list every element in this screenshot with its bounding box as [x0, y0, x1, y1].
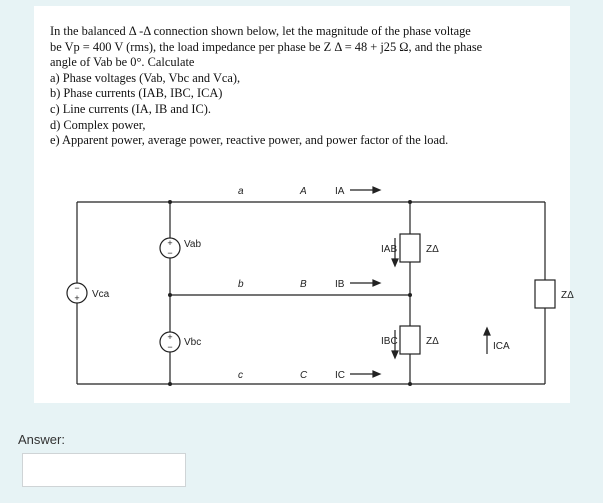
impedance-zbc-label: ZΔ: [426, 336, 439, 347]
impedance-zca-label: ZΔ: [561, 290, 574, 301]
list-item: b) Phase currents (IAB, IBC, ICA): [50, 86, 223, 101]
junction-dot: [408, 200, 412, 204]
problem-line: be Vp = 400 V (rms), the load impedance per phase be Z Δ = 48 + j25 Ω, and the phase: [50, 39, 483, 54]
node-b-label: b: [238, 279, 244, 290]
junction-dot: [408, 293, 412, 297]
list-item: e) Apparent power, average power, reactive power, and power factor of the load.: [50, 133, 449, 148]
minus-sign: −: [167, 248, 173, 258]
arrow-head-icon: [484, 328, 490, 335]
junction-dot: [168, 200, 172, 204]
arrow-head-icon: [373, 280, 380, 286]
current-ib-label: IB: [335, 279, 345, 290]
problem-line: angle of Vab be 0°. Calculate: [50, 55, 195, 70]
list-item: d) Complex power,: [50, 117, 146, 132]
problem-line: In the balanced Δ -Δ connection shown below, let the magnitude of the phase voltage: [50, 24, 471, 38]
list-item: c) Line currents (IA, IB and IC).: [50, 101, 212, 116]
minus-sign: −: [167, 342, 173, 352]
impedance-zab: [400, 234, 420, 262]
source-vca-label: Vca: [92, 289, 110, 300]
junction-dot: [168, 293, 172, 297]
plus-sign: +: [167, 238, 173, 248]
source-vab-label: Vab: [184, 239, 202, 250]
plus-sign: +: [167, 332, 173, 342]
junction-dot: [408, 382, 412, 386]
node-a-label: a: [238, 186, 244, 197]
impedance-zca: [535, 280, 555, 308]
node-c-label: c: [238, 370, 243, 381]
impedance-zab-label: ZΔ: [426, 244, 439, 255]
node-A-label: A: [300, 186, 307, 197]
junction-dot: [168, 382, 172, 386]
node-B-label: B: [300, 279, 307, 290]
minus-sign: −: [74, 283, 80, 293]
arrow-head-icon: [392, 351, 398, 358]
arrow-head-icon: [373, 371, 380, 377]
current-iab-label: IAB: [381, 244, 398, 255]
plus-sign: +: [74, 293, 80, 303]
list-item: a) Phase voltages (Vab, Vbc and Vca),: [50, 70, 241, 85]
source-vbc-label: Vbc: [184, 337, 202, 348]
node-C-label: C: [300, 370, 308, 381]
current-ia-label: IA: [335, 186, 345, 197]
current-ic-label: IC: [335, 370, 345, 381]
answer-label: Answer:: [18, 432, 65, 447]
current-ibc-label: IBC: [381, 336, 398, 347]
impedance-zbc: [400, 326, 420, 354]
answer-input[interactable]: [22, 453, 186, 487]
arrow-head-icon: [392, 259, 398, 266]
arrow-head-icon: [373, 187, 380, 193]
current-ica-label: ICA: [493, 341, 510, 352]
